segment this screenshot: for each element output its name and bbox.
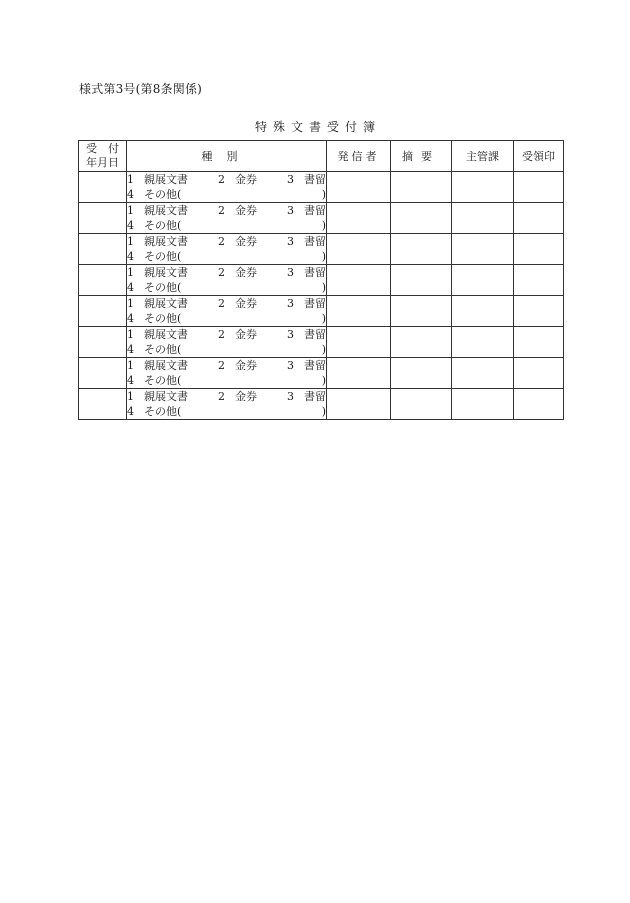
type-option-2 [218, 389, 257, 404]
received-date-cell[interactable] [79, 296, 127, 327]
table-row [79, 296, 564, 327]
sender-cell[interactable] [327, 327, 391, 358]
received-date-cell[interactable] [79, 172, 127, 203]
type-option-1-number: 1 [127, 204, 134, 217]
received-date-cell[interactable] [79, 203, 127, 234]
summary-cell[interactable] [391, 296, 452, 327]
type-option-3-number: 3 [287, 297, 294, 310]
header-department [452, 141, 514, 172]
type-cell [127, 358, 327, 389]
header-summary-label: 摘要 [402, 150, 440, 163]
receipt-seal-cell[interactable] [514, 327, 564, 358]
department-cell[interactable] [452, 172, 514, 203]
sender-cell[interactable] [327, 265, 391, 296]
type-cell [127, 389, 327, 420]
header-received-line2: 年月日 [86, 156, 119, 169]
department-cell[interactable] [452, 389, 514, 420]
type-option-4-label: その他( [144, 250, 182, 263]
form-number: 様式第3号(第8条関係) [79, 82, 203, 96]
type-option-2 [218, 296, 257, 311]
type-option-1 [127, 172, 188, 187]
type-option-3-label: 書留 [304, 204, 326, 217]
type-option-4 [127, 311, 181, 326]
type-option-3 [287, 389, 326, 404]
type-option-3-label: 書留 [304, 328, 326, 341]
type-option-2-label: 金券 [235, 328, 257, 341]
summary-cell[interactable] [391, 265, 452, 296]
type-option-1-number: 1 [127, 390, 134, 403]
type-option-4-close: ) [321, 343, 326, 356]
summary-cell[interactable] [391, 327, 452, 358]
summary-cell[interactable] [391, 203, 452, 234]
type-option-4-close: ) [321, 250, 326, 263]
type-line-2 [127, 373, 326, 388]
department-cell[interactable] [452, 296, 514, 327]
type-option-1 [127, 389, 188, 404]
header-received-line1: 受 付 [86, 142, 119, 155]
type-option-4-label: その他( [144, 312, 182, 325]
header-department-label: 主管課 [466, 150, 499, 163]
type-option-2-label: 金券 [235, 359, 257, 372]
receipt-seal-cell[interactable] [514, 265, 564, 296]
received-date-cell[interactable] [79, 265, 127, 296]
type-option-1-label: 親展文書 [144, 328, 188, 341]
receipt-seal-cell[interactable] [514, 203, 564, 234]
received-date-cell[interactable] [79, 234, 127, 265]
type-option-1-label: 親展文書 [144, 173, 188, 186]
type-option-3 [287, 358, 326, 373]
type-option-2-number: 2 [218, 328, 225, 341]
type-option-2-number: 2 [218, 297, 225, 310]
receipt-seal-cell[interactable] [514, 296, 564, 327]
type-line-2 [127, 342, 326, 357]
type-option-1-number: 1 [127, 328, 134, 341]
type-cell [127, 265, 327, 296]
type-line-2 [127, 218, 326, 233]
sender-cell[interactable] [327, 234, 391, 265]
type-option-4 [127, 280, 181, 295]
form-title: 特殊文書受付簿 [254, 120, 381, 134]
type-option-4-number: 4 [127, 250, 134, 263]
type-option-1-label: 親展文書 [144, 297, 188, 310]
type-option-1 [127, 327, 188, 342]
type-option-3-label: 書留 [304, 390, 326, 403]
department-cell[interactable] [452, 234, 514, 265]
type-option-4 [127, 218, 181, 233]
type-option-3 [287, 172, 326, 187]
type-line-1 [127, 234, 326, 249]
type-option-3 [287, 234, 326, 249]
type-option-2-label: 金券 [235, 390, 257, 403]
header-received-date [79, 141, 127, 172]
type-option-4-close: ) [321, 405, 326, 418]
department-cell[interactable] [452, 203, 514, 234]
type-option-1 [127, 265, 188, 280]
header-type [127, 141, 327, 172]
type-option-2 [218, 203, 257, 218]
type-option-4-close: ) [321, 219, 326, 232]
summary-cell[interactable] [391, 358, 452, 389]
type-option-3 [287, 296, 326, 311]
table-row [79, 358, 564, 389]
type-option-4-label: その他( [144, 281, 182, 294]
type-option-2-number: 2 [218, 390, 225, 403]
header-receipt-seal-label: 受領印 [522, 150, 555, 163]
type-option-2-label: 金券 [235, 173, 257, 186]
type-option-2-label: 金券 [235, 266, 257, 279]
type-option-2 [218, 265, 257, 280]
table-row [79, 203, 564, 234]
type-line-1 [127, 296, 326, 311]
type-option-4-close: ) [321, 374, 326, 387]
type-option-4-number: 4 [127, 343, 134, 356]
type-option-4 [127, 187, 181, 202]
type-option-2-label: 金券 [235, 204, 257, 217]
type-option-1 [127, 203, 188, 218]
table-row [79, 327, 564, 358]
type-option-1-label: 親展文書 [144, 359, 188, 372]
type-cell [127, 296, 327, 327]
type-option-4-number: 4 [127, 281, 134, 294]
type-option-1 [127, 358, 188, 373]
type-option-3-number: 3 [287, 204, 294, 217]
type-line-1 [127, 358, 326, 373]
type-option-4-number: 4 [127, 188, 134, 201]
department-cell[interactable] [452, 265, 514, 296]
type-option-3-number: 3 [287, 328, 294, 341]
type-option-4-label: その他( [144, 405, 182, 418]
type-option-3-label: 書留 [304, 297, 326, 310]
type-option-3-number: 3 [287, 359, 294, 372]
type-option-1-number: 1 [127, 266, 134, 279]
table-row [79, 265, 564, 296]
type-option-3-label: 書留 [304, 235, 326, 248]
type-option-2-number: 2 [218, 204, 225, 217]
type-line-2 [127, 249, 326, 264]
type-option-4-label: その他( [144, 219, 182, 232]
type-option-1-number: 1 [127, 173, 134, 186]
type-option-4-number: 4 [127, 374, 134, 387]
type-option-1-label: 親展文書 [144, 235, 188, 248]
type-line-2 [127, 187, 326, 202]
header-row [79, 141, 564, 172]
summary-cell[interactable] [391, 172, 452, 203]
received-date-cell[interactable] [79, 389, 127, 420]
type-line-1 [127, 389, 326, 404]
type-line-1 [127, 172, 326, 187]
type-option-3-number: 3 [287, 390, 294, 403]
type-option-2-number: 2 [218, 266, 225, 279]
receipt-seal-cell[interactable] [514, 358, 564, 389]
type-option-3-label: 書留 [304, 266, 326, 279]
type-option-2 [218, 358, 257, 373]
type-option-2-number: 2 [218, 173, 225, 186]
type-option-2-number: 2 [218, 235, 225, 248]
type-option-1-number: 1 [127, 359, 134, 372]
type-option-1-label: 親展文書 [144, 266, 188, 279]
type-option-4-label: その他( [144, 343, 182, 356]
type-option-3 [287, 265, 326, 280]
header-sender [327, 141, 391, 172]
type-option-1 [127, 296, 188, 311]
type-option-1-label: 親展文書 [144, 390, 188, 403]
sender-cell[interactable] [327, 296, 391, 327]
type-option-2 [218, 327, 257, 342]
type-cell [127, 172, 327, 203]
header-receipt-seal [514, 141, 564, 172]
receipt-seal-cell[interactable] [514, 389, 564, 420]
summary-cell[interactable] [391, 234, 452, 265]
received-date-cell[interactable] [79, 327, 127, 358]
table-row [79, 172, 564, 203]
type-line-2 [127, 404, 326, 419]
department-cell[interactable] [452, 327, 514, 358]
type-option-4 [127, 342, 181, 357]
table-row [79, 389, 564, 420]
type-option-3 [287, 327, 326, 342]
type-option-2-number: 2 [218, 359, 225, 372]
type-line-1 [127, 203, 326, 218]
type-option-4 [127, 373, 181, 388]
receipt-seal-cell[interactable] [514, 234, 564, 265]
type-option-4-label: その他( [144, 374, 182, 387]
sender-cell[interactable] [327, 358, 391, 389]
type-option-2-label: 金券 [235, 235, 257, 248]
type-line-2 [127, 280, 326, 295]
header-summary [391, 141, 452, 172]
type-line-1 [127, 327, 326, 342]
type-option-4-number: 4 [127, 405, 134, 418]
type-cell [127, 203, 327, 234]
type-cell [127, 234, 327, 265]
type-option-4-number: 4 [127, 312, 134, 325]
type-option-4-close: ) [321, 188, 326, 201]
type-option-3-number: 3 [287, 266, 294, 279]
type-option-4-label: その他( [144, 188, 182, 201]
type-option-4 [127, 249, 181, 264]
type-option-4-close: ) [321, 281, 326, 294]
type-option-1-label: 親展文書 [144, 204, 188, 217]
received-date-cell[interactable] [79, 358, 127, 389]
type-option-3-label: 書留 [304, 173, 326, 186]
type-line-1 [127, 265, 326, 280]
type-option-4 [127, 404, 181, 419]
sender-cell[interactable] [327, 389, 391, 420]
type-option-3-number: 3 [287, 235, 294, 248]
sender-cell[interactable] [327, 172, 391, 203]
type-cell [127, 327, 327, 358]
header-type-label: 種別 [201, 150, 252, 163]
header-sender-label: 発信者 [337, 150, 380, 163]
type-option-3-number: 3 [287, 173, 294, 186]
type-line-2 [127, 311, 326, 326]
type-option-1 [127, 234, 188, 249]
type-option-2-label: 金券 [235, 297, 257, 310]
type-option-4-number: 4 [127, 219, 134, 232]
type-option-1-number: 1 [127, 235, 134, 248]
type-option-4-close: ) [321, 312, 326, 325]
receipt-seal-cell[interactable] [514, 172, 564, 203]
summary-cell[interactable] [391, 389, 452, 420]
type-option-2 [218, 234, 257, 249]
department-cell[interactable] [452, 358, 514, 389]
table-row [79, 234, 564, 265]
type-option-3-label: 書留 [304, 359, 326, 372]
type-option-2 [218, 172, 257, 187]
type-option-1-number: 1 [127, 297, 134, 310]
type-option-3 [287, 203, 326, 218]
register-body [79, 172, 564, 420]
sender-cell[interactable] [327, 203, 391, 234]
receipt-register-table [78, 140, 564, 420]
